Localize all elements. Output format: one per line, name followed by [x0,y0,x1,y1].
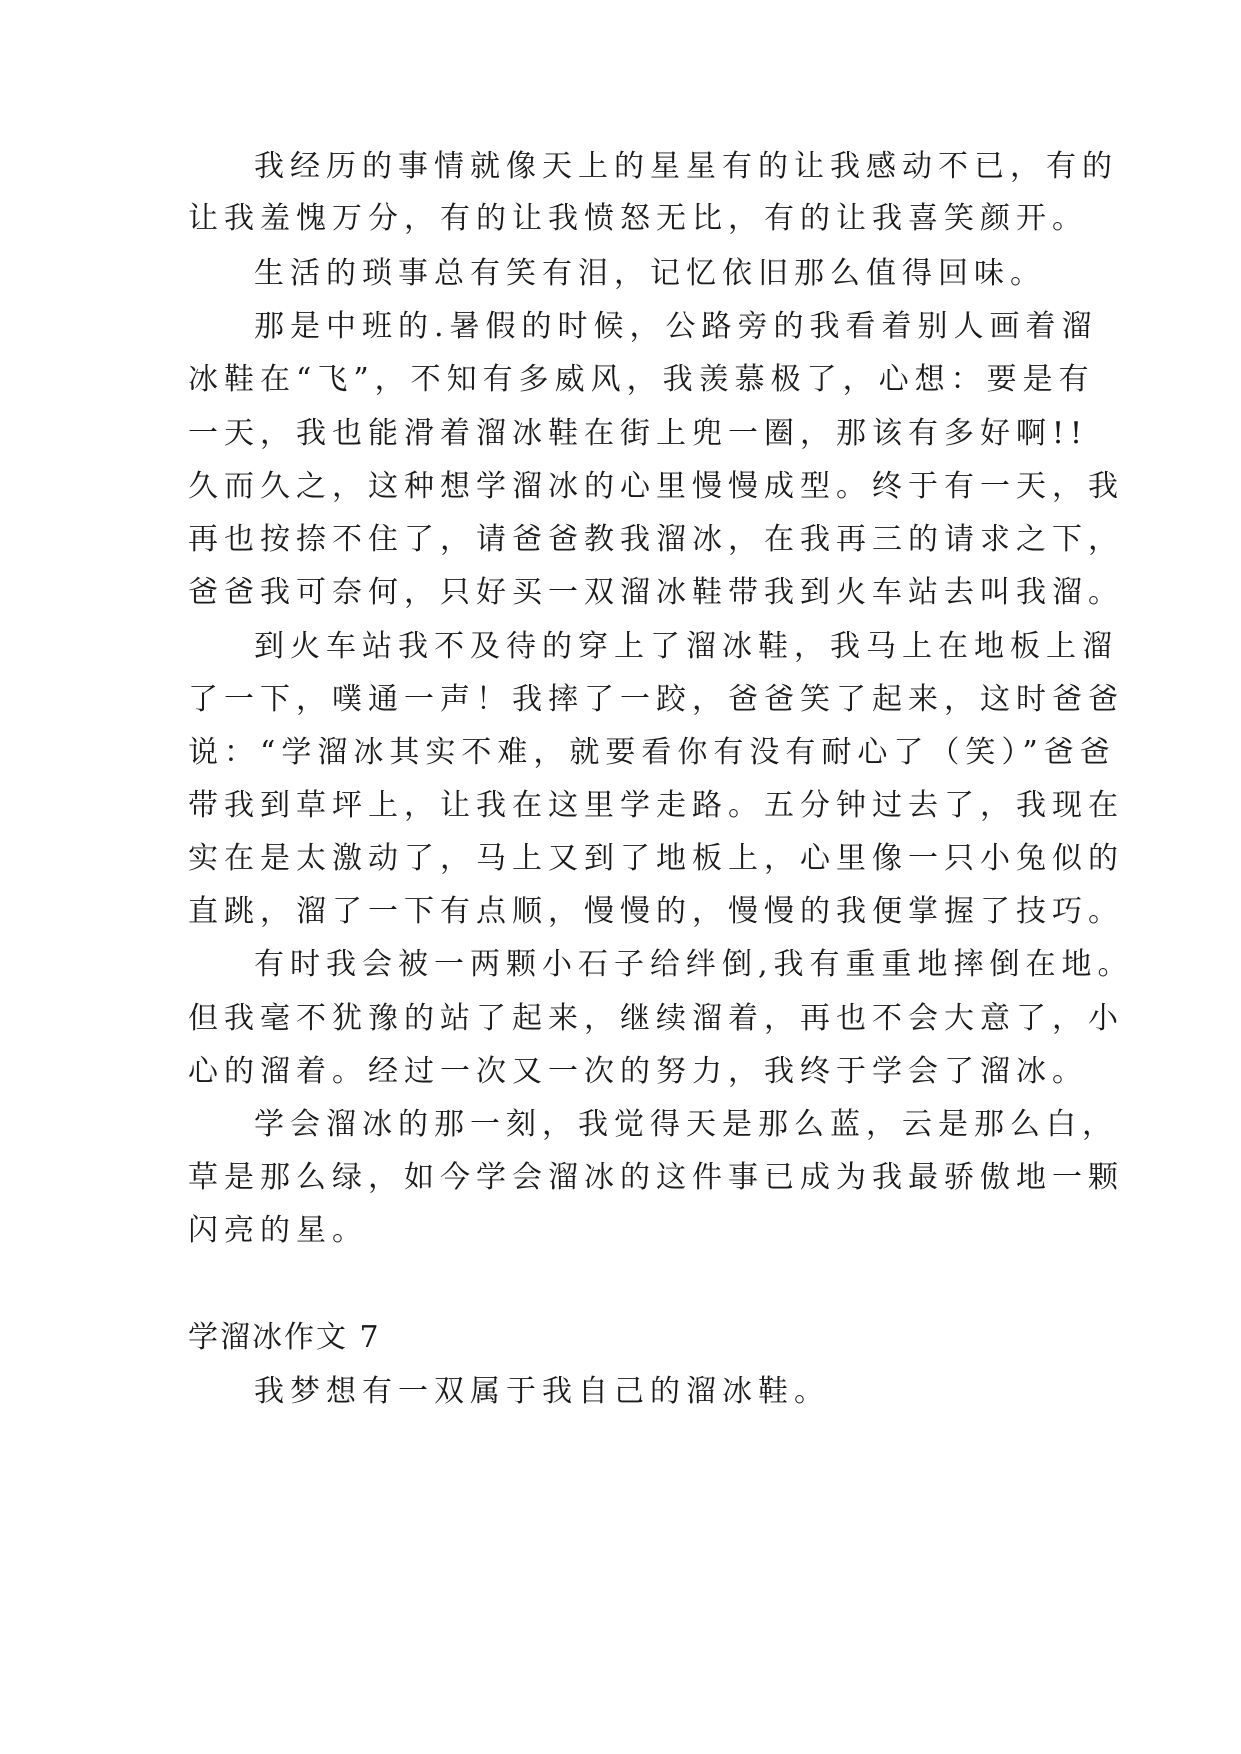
text-line: 让我羞愧万分，有的让我愤怒无比，有的让我喜笑颜开。 [188,201,1088,236]
text-line: 直跳，溜了一下有点顺，慢慢的，慢慢的我便掌握了技巧。 [188,894,1124,929]
section-heading: 学溜冰作文 7 [188,1320,381,1355]
text-line: 实在是太激动了，马上又到了地板上，心里像一只小兔似的 [188,841,1124,876]
text-line: 再也按捺不住了，请爸爸教我溜冰，在我再三的请求之下， [188,522,1124,557]
text-line: 说：“学溜冰其实不难，就要看你有没有耐心了（笑）”爸爸 [188,735,1116,770]
text-line: 爸爸我可奈何，只好买一双溜冰鞋带我到火车站去叫我溜。 [188,575,1124,610]
text-line: 我梦想有一双属于我自己的溜冰鞋。 [254,1374,830,1409]
text-line: 我经历的事情就像天上的星星有的让我感动不已，有的 [254,149,1118,184]
text-line: 草是那么绿，如今学会溜冰的这件事已成为我最骄傲地一颗 [188,1160,1124,1195]
text-line: 一天，我也能滑着溜冰鞋在街上兜一圈，那该有多好啊!! [188,416,1089,451]
text-line: 久而久之，这种想学溜冰的心里慢慢成型。终于有一天，我 [188,469,1124,504]
text-line: 但我毫不犹豫的站了起来，继续溜着，再也不会大意了，小 [188,1001,1124,1036]
text-line: 冰鞋在“飞”，不知有多威风，我羡慕极了，心想：要是有 [188,362,1095,397]
text-line: 有时我会被一两颗小石子给绊倒,我有重重地摔倒在地。 [254,947,1134,982]
text-line: 到火车站我不及待的穿上了溜冰鞋，我马上在地板上溜 [254,629,1118,664]
text-line: 带我到草坪上，让我在这里学走路。五分钟过去了，我现在 [188,788,1124,823]
text-line: 那是中班的.暑假的时候，公路旁的我看着别人画着溜 [254,309,1098,344]
text-line: 生活的琐事总有笑有泪，记忆依旧那么值得回味。 [254,256,1046,291]
text-line: 了一下，噗通一声！我摔了一跤，爸爸笑了起来，这时爸爸 [188,682,1124,717]
text-line: 学会溜冰的那一刻，我觉得天是那么蓝，云是那么白， [254,1107,1118,1142]
text-line: 心的溜着。经过一次又一次的努力，我终于学会了溜冰。 [188,1054,1088,1089]
text-line: 闪亮的星。 [188,1213,368,1248]
